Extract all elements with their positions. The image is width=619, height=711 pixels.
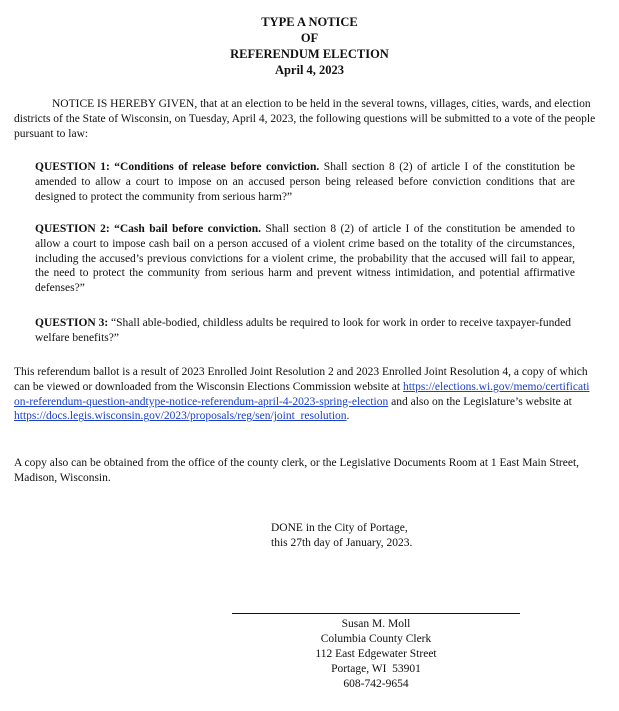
question-2-label: QUESTION 2: xyxy=(35,223,110,235)
resolution-text-3: . xyxy=(346,410,350,423)
question-2-heading: “Cash bail before conviction. xyxy=(114,223,261,235)
copy-note-paragraph: A copy also can be obtained from the office of the county clerk, or the Legislative Documents Room at 1 East Main Street, Madison, Wisconsin. xyxy=(14,457,580,484)
notice-title-line2: OF xyxy=(300,31,319,45)
signer-title: Columbia County Clerk xyxy=(320,633,432,645)
legislature-link[interactable]: https://docs.legis.wisconsin.gov/2023/proposals/reg/sen/joint_resolution xyxy=(14,410,347,423)
resolution-paragraph xyxy=(14,365,594,424)
question-2-text: Shall section 8 (2) of article I of the constitution be amended to allow a court to impose cash bail on a person accused of a violent crime based on the totality of the circumstances, including the accused’s previous convictions for a violent crime, the probability that the accused will fail to appear, the need to protect the community from serious harm and prevent witness intimidation, and potential affirmative defenses?” xyxy=(35,223,575,295)
notice-title-line3: REFERENDUM ELECTION xyxy=(230,47,389,61)
signature-line xyxy=(232,613,520,614)
elections-commission-link[interactable]: https://elections.wi.gov/memo/certification-referendum-question-andtype-notice-referendum-april-4-2023-spring-election xyxy=(14,380,590,408)
question-1-heading: “Conditions of release before conviction. xyxy=(114,161,320,173)
signer-address-1: 112 East Edgewater Street xyxy=(315,648,437,660)
intro-paragraph: NOTICE IS HEREBY GIVEN, that at an election to be held in the several towns, villages, cities, wards, and election districts of the State of Wisconsin, on Tuesday, April 4, 2023, the following questions will be submitted to a vote of the people pursuant to law: xyxy=(14,98,596,140)
signer-name: Susan M. Moll xyxy=(341,618,411,630)
question-1 xyxy=(35,160,575,204)
question-3 xyxy=(35,316,607,346)
question-2 xyxy=(35,222,575,296)
done-line-2: this 27th day of January, 2023. xyxy=(271,537,413,549)
signer-phone: 608-742-9654 xyxy=(343,678,409,690)
notice-date: April 4, 2023 xyxy=(274,63,345,77)
notice-title-line1: TYPE A NOTICE xyxy=(261,15,358,29)
question-3-label: QUESTION 3: xyxy=(35,317,109,329)
signer-address-2: Portage, WI 53901 xyxy=(331,663,421,675)
resolution-text-1: This referendum ballot is a result of 2023 Enrolled Joint Resolution 2 and 2023 Enrolled Joint Resolution 4, a copy of which can be viewed or downloaded from the Wisconsin Elections Commission website at xyxy=(14,366,588,393)
resolution-text-2: and also on the Legislature’s website at xyxy=(388,395,572,408)
question-1-label: QUESTION 1: xyxy=(35,161,110,173)
question-3-text: “Shall able-bodied, childless adults be required to look for work in order to receive taxpayer-funded welfare benefits?” xyxy=(35,317,571,344)
question-1-text: Shall section 8 (2) of article I of the constitution be amended to allow a court to impose on an accused person being released before conviction conditions that are designed to protect the community from serious harm?” xyxy=(35,161,575,203)
done-line-1: DONE in the City of Portage, xyxy=(271,522,408,534)
